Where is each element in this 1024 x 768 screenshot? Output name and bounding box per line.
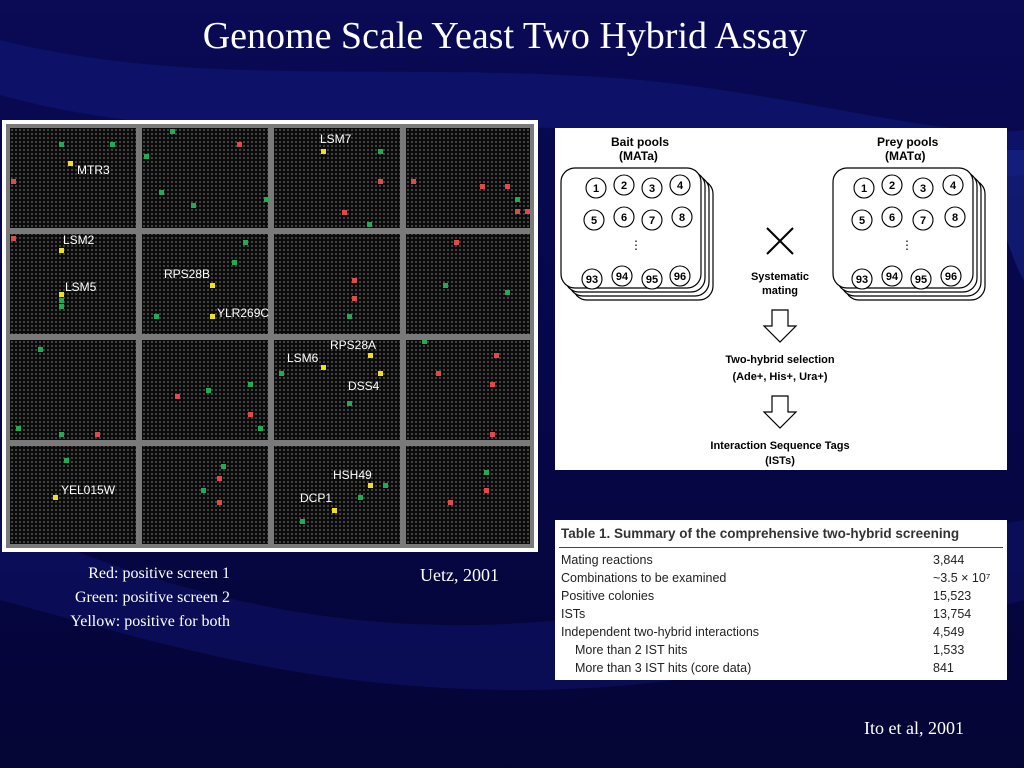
prey-pool-1: 1 [860, 183, 868, 195]
bait-pool-2: 2 [620, 180, 628, 192]
bait-pools-title: Bait pools [611, 135, 670, 149]
prey-pool-6: 6 [888, 212, 896, 224]
prey-pool-8: 8 [951, 212, 959, 224]
row-label: Combinations to be examined [561, 571, 727, 585]
legend-red: Red: positive screen 1 [88, 565, 230, 582]
prey-pool-94: 94 [885, 271, 899, 283]
bait-pool-8: 8 [678, 212, 686, 224]
prey-pool-4: 4 [949, 180, 957, 192]
mating-label: mating [761, 285, 799, 297]
row-value: 1,533 [933, 643, 965, 657]
svg-text:⋮: ⋮ [630, 238, 642, 252]
bait-pool-4: 4 [676, 180, 684, 192]
label-lsm7: LSM7 [320, 132, 352, 146]
row-label: More than 3 IST hits (core data) [575, 661, 752, 675]
row-label: Positive colonies [561, 589, 655, 603]
svg-text:⋮: ⋮ [901, 238, 913, 252]
summary-table [555, 520, 1007, 680]
table-top-rule [559, 547, 1003, 548]
prey-pool-3: 3 [919, 183, 927, 195]
table-row [561, 643, 1001, 661]
row-label: ISTs [561, 607, 586, 621]
label-rps28b: RPS28B [164, 267, 211, 281]
row-value: 3,844 [933, 553, 965, 567]
cross-icon [767, 228, 793, 254]
bait-pool-5: 5 [590, 215, 598, 227]
two-hybrid-selection-label: Two-hybrid selection [725, 354, 835, 366]
slide-title: Genome Scale Yeast Two Hybrid Assay [202, 15, 808, 57]
prey-pools-title: Prey pools [877, 135, 939, 149]
bait-pool-96: 96 [673, 271, 687, 283]
screening-diagram [555, 128, 1007, 470]
prey-pool-93: 93 [855, 274, 869, 286]
row-value: 13,754 [933, 607, 972, 621]
label-dss4: DSS4 [348, 379, 380, 393]
row-label: More than 2 IST hits [575, 643, 688, 657]
systematic-label: Systematic [750, 271, 810, 283]
label-hsh49: HSH49 [333, 468, 372, 482]
bait-pool-3: 3 [648, 183, 656, 195]
label-mtr3: MTR3 [77, 163, 110, 177]
bait-pool-7: 7 [648, 215, 656, 227]
label-lsm2: LSM2 [63, 233, 95, 247]
prey-pool-5: 5 [858, 215, 866, 227]
bait-pool-6: 6 [620, 212, 628, 224]
label-lsm5: LSM5 [65, 280, 97, 294]
row-value: 15,523 [933, 589, 972, 603]
ist-label: Interaction Sequence Tags [710, 440, 850, 452]
table-row [561, 661, 1001, 679]
label-ylr269c: YLR269C [217, 306, 270, 320]
label-dcp1: DCP1 [300, 491, 333, 505]
down-arrow-icon [764, 310, 796, 342]
color-legend [20, 562, 230, 634]
table-row [561, 553, 1001, 571]
row-value: ~3.5 × 10⁷ [933, 571, 991, 585]
down-arrow-icon [764, 396, 796, 428]
citation-ito: Ito et al, 2001 [864, 718, 964, 738]
citation-uetz: Uetz, 2001 [420, 565, 499, 585]
label-lsm6: LSM6 [287, 351, 319, 365]
row-value: 841 [933, 661, 954, 675]
table-row [561, 589, 1001, 607]
bait-pool-93: 93 [585, 274, 599, 286]
prey-pool-95: 95 [914, 274, 928, 286]
bait-pools-mating-type: (MATa) [619, 149, 658, 163]
table-title: Table 1. Summary of the comprehensive two-hybrid screening [561, 526, 960, 541]
bait-pool-1: 1 [592, 183, 600, 195]
table-row [561, 607, 1001, 625]
legend-green: Green: positive screen 2 [74, 589, 230, 606]
bait-pool-95: 95 [645, 274, 659, 286]
label-rps28a: RPS28A [330, 338, 377, 352]
prey-pools-mating-type: (MATα) [885, 149, 926, 163]
row-value: 4,549 [933, 625, 965, 639]
row-label: Mating reactions [561, 553, 653, 567]
table-row [561, 571, 1001, 589]
legend-yellow: Yellow: positive for both [70, 613, 230, 630]
bait-pool-94: 94 [615, 271, 629, 283]
prey-pool-96: 96 [944, 271, 958, 283]
prey-pool-2: 2 [888, 180, 896, 192]
prey-pool-7: 7 [919, 215, 927, 227]
ist-abbrev-label: (ISTs) [765, 455, 795, 467]
selection-markers-label: (Ade+, His+, Ura+) [732, 371, 828, 383]
two-hybrid-array-image [2, 120, 538, 552]
row-label: Independent two-hybrid interactions [561, 625, 760, 639]
label-yel015w: YEL015W [61, 483, 116, 497]
table-row [561, 625, 1001, 643]
